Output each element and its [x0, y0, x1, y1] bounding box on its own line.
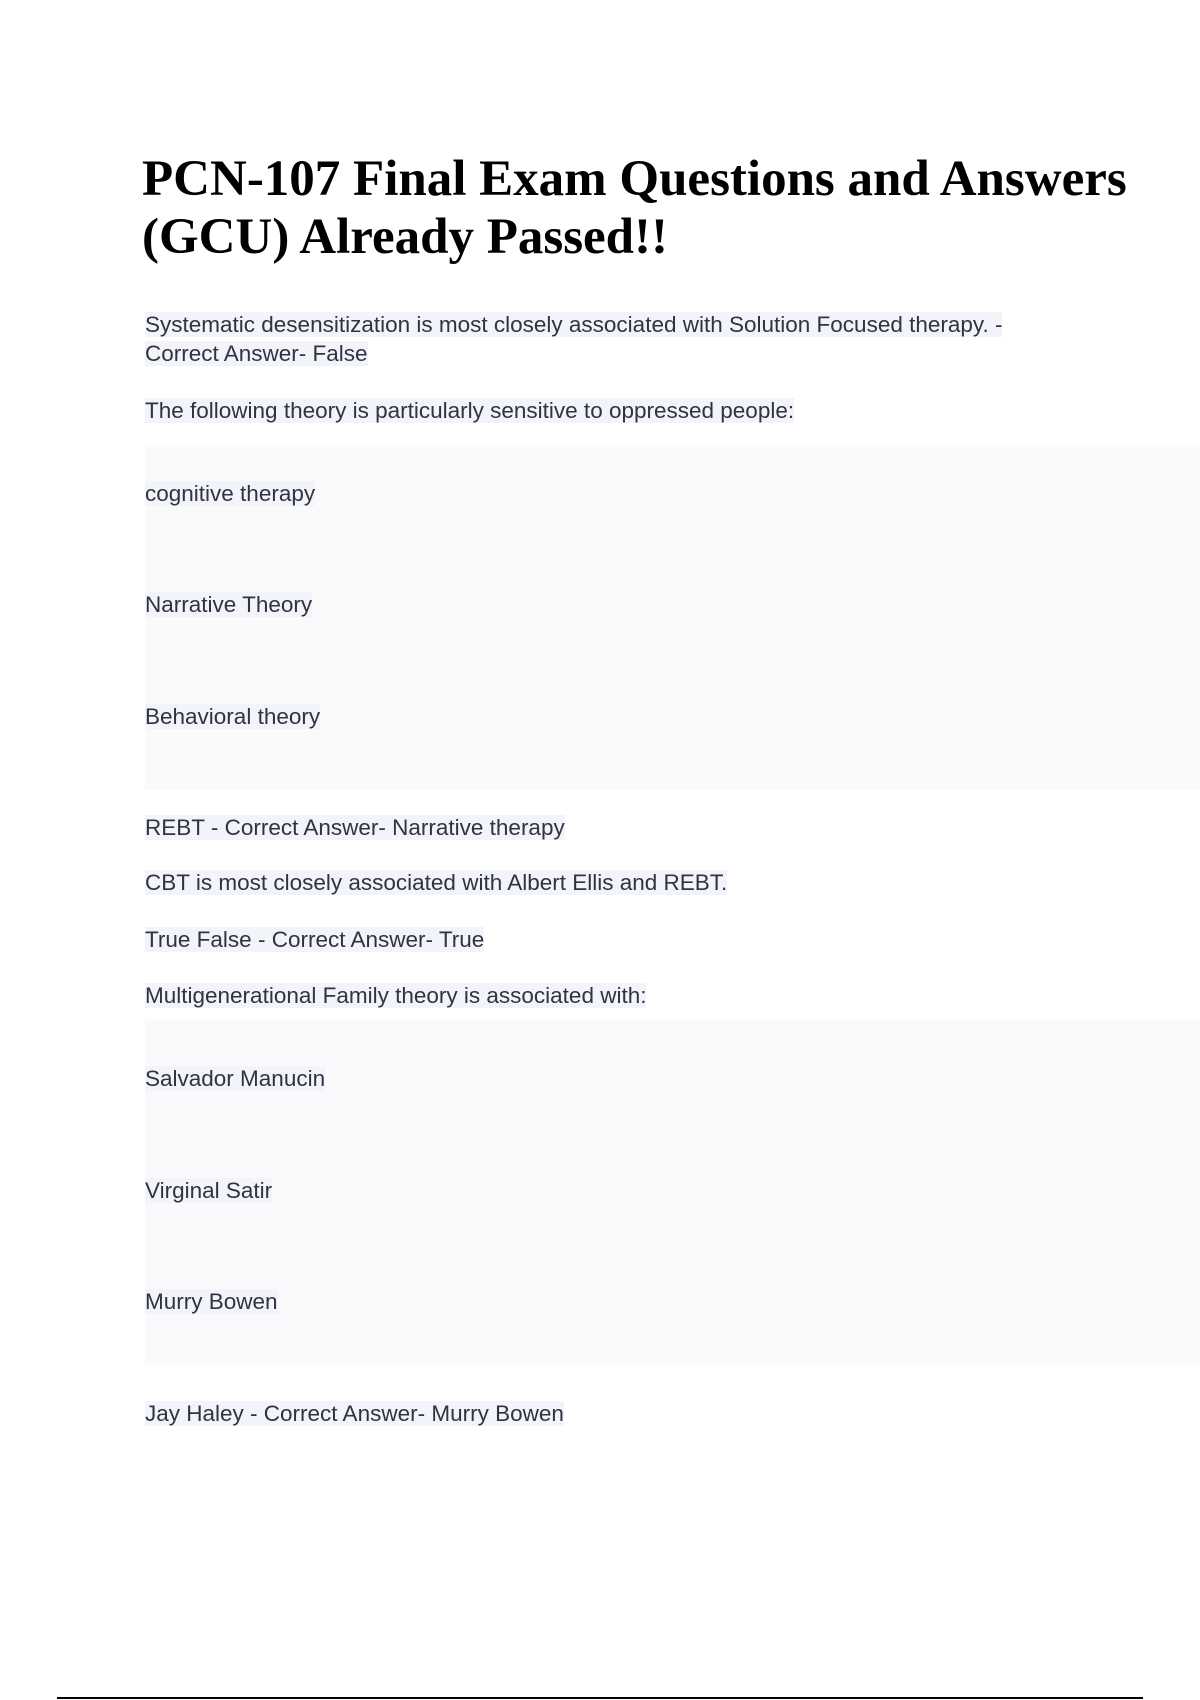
question-3-answer: True False - Correct Answer- True: [145, 927, 485, 952]
question-2-option-4-answer: REBT - Correct Answer- Narrative therapy: [145, 815, 565, 840]
document-title: [142, 150, 1182, 266]
question-4-option-2: Virginal Satir: [145, 1178, 273, 1203]
question-2-prompt: The following theory is particularly sensitive to oppressed people:: [145, 398, 795, 423]
footer-rule: [57, 1697, 1143, 1699]
question-2-option-1: cognitive therapy: [145, 481, 316, 506]
question-1-line-1: Systematic desensitization is most closely associated with Solution Focused therapy. -: [145, 312, 1003, 337]
question-1-line-2: Correct Answer- False: [145, 341, 368, 366]
question-4-option-4-answer: Jay Haley - Correct Answer- Murry Bowen: [145, 1401, 564, 1426]
title-line-2: (GCU) Already Passed!!: [142, 209, 669, 265]
question-2-option-2: Narrative Theory: [145, 592, 313, 617]
question-4-option-1: Salvador Manucin: [145, 1066, 326, 1091]
question-4-prompt: Multigenerational Family theory is associated with:: [145, 983, 647, 1008]
title-line-1: PCN-107 Final Exam Questions and Answers: [142, 151, 1127, 207]
question-4-option-3: Murry Bowen: [145, 1289, 278, 1314]
question-2-option-3: Behavioral theory: [145, 704, 321, 729]
question-3-prompt: CBT is most closely associated with Albert Ellis and REBT.: [145, 870, 728, 895]
